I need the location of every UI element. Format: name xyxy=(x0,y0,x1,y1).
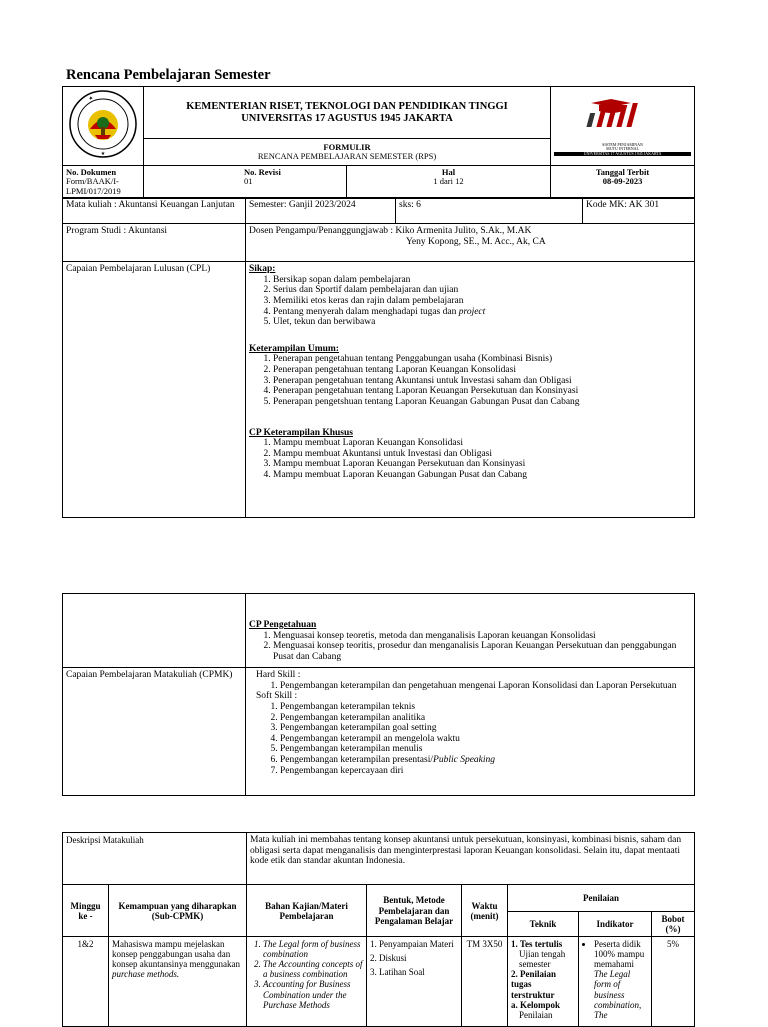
list-item: 2. Serius dan Sportif dalam pembelajaran dan ujian xyxy=(273,285,691,296)
cpmk-table xyxy=(62,593,695,796)
list-item: 3. Penerapan pengetahuan tentang Akuntansi untuk Investasi saham dan Obligasi xyxy=(273,376,691,387)
revision-label: No. Revisi xyxy=(244,166,281,177)
cpl-label: Capaian Pembelajaran Lulusan (CPL) xyxy=(63,262,246,518)
list-item: 1. Mampu membuat Laporan Keuangan Konsolidasi xyxy=(273,438,691,449)
col-indicator: Indikator xyxy=(579,912,652,937)
list-item: 4. Pengembangan keterampil an mengelola waktu xyxy=(280,734,691,745)
list-item: 1. Pengembangan keterampilan dan pengetahuan mengenai Laporan Konsolidasi dan Laporan Persekutuan xyxy=(280,681,691,692)
empty-label-cell xyxy=(63,594,246,668)
list-item: 3. Accounting for Business Combination under the Purchase Methods xyxy=(263,979,363,1009)
row-material xyxy=(247,937,367,1027)
row-technique xyxy=(508,937,579,1027)
header-institution xyxy=(144,87,551,139)
col-weight: Bobot (%) xyxy=(652,912,695,937)
soft-skill-title: Soft Skill : xyxy=(256,691,298,702)
issue-date-cell xyxy=(551,165,695,199)
form-label: FORMULIR xyxy=(323,141,371,152)
semester: Semester: Ganjil 2023/2024 xyxy=(246,198,396,224)
hard-skill-title: Hard Skill : xyxy=(256,670,301,680)
issue-date-value: 08-09-2023 xyxy=(602,176,643,187)
col-technique: Teknik xyxy=(508,912,579,937)
doc-number-label: No. Dokumen xyxy=(66,166,117,177)
list-item: 4. Penerapan pengetahuan tentang Laporan Keuangan Persekutuan dan Konsinyasi xyxy=(273,386,691,397)
page-label: Hal xyxy=(441,166,456,177)
list-item: 1. Menguasai konsep teoretis, metoda dan menganalisis Laporan keuangan Konsolidasi xyxy=(273,631,691,642)
sikap-title: Sikap: xyxy=(249,264,276,274)
list-item: 4. Pentang menyerah dalam menghadapi tugas dan project xyxy=(273,307,691,318)
doc-number-value: Form/BAAK/I-LPMI/017/2019 xyxy=(66,176,121,196)
svg-text:★: ★ xyxy=(87,94,95,103)
col-assessment: Penilaian xyxy=(508,885,695,912)
technique-item: a. Kelompok xyxy=(511,999,561,1010)
list-item: 2. Mampu membuat Akuntansi untuk Investasi dan Obligasi xyxy=(273,449,691,460)
list-item: 2. The Accounting concepts of a business combination xyxy=(263,959,363,979)
hard-skill-list xyxy=(256,681,691,692)
description-text: Mata kuliah ini membahas tentang konsep akuntansi untuk persekutuan, konsinyasi, kombinasi bisnis, saham dan obligasi serta dapat menganalisis dan menginterprestasi laporan Keuangan konsolidasi. Selain itu, dapat mentaati kode etik dan standar akuntan Indonesia. xyxy=(247,833,695,885)
university-name: UNIVERSITAS 17 AGUSTUS 1945 JAKARTA xyxy=(241,112,453,124)
list-item: 1. Penerapan pengetahuan tentang Penggabungan usaha (Kombinasi Bisnis) xyxy=(273,354,691,365)
row-ability: Mahasiswa mampu mejelaskan konsep penggabungan usaha dan konsep akuntansinya menggunakan purchase methods. xyxy=(109,937,247,1027)
study-program: Program Studi : Akuntansi xyxy=(63,224,246,262)
method-item: 1. Penyampaian Materi xyxy=(370,939,454,950)
header-table xyxy=(62,86,695,199)
ministry-name: KEMENTERIAN RISET, TEKNOLOGI DAN PENDIDIKAN TINGGI xyxy=(186,100,508,112)
technique-item: 2. Penilaian tugas terstruktur xyxy=(511,969,557,1000)
technique-sub: Penilaian xyxy=(519,1009,553,1020)
col-method: Bentuk, Metode Pembelajaran dan Pengalaman Belajar xyxy=(367,885,462,937)
method-item: 3. Latihan Soal xyxy=(370,967,425,978)
list-item: 1. Pengembangan keterampilan teknis xyxy=(280,702,691,713)
page-title: Rencana Pembelajaran Semester xyxy=(66,67,271,83)
technique-sub: Ujian tengah semester xyxy=(519,949,566,970)
method-item: 2. Diskusi xyxy=(370,953,407,964)
university-logo-cell xyxy=(63,87,144,166)
cp-pengetahuan-title: CP Pengetahuan xyxy=(249,620,317,630)
form-name: RENCANA PEMBELAJARAN SEMESTER (RPS) xyxy=(257,151,437,162)
row-weight: 5% xyxy=(652,937,695,1027)
col-ability: Kemampuan yang diharapkan (Sub-CPMK) xyxy=(109,885,247,937)
list-item: 2. Menguasai konsep teoritis, prosedur dan menganalisis Laporan Keuangan Persekutuan dan penggabungan Pusat dan Cabang xyxy=(273,641,691,662)
technique-item: 1. Tes tertulis xyxy=(511,939,563,950)
spmi-line3: UNIVERSITAS 17 AGUSTUS 1945 JAKARTA xyxy=(554,152,691,156)
umum-list xyxy=(249,354,691,407)
spmi-line2: MUTU INTERNAL xyxy=(606,146,639,152)
list-item: 3. Pengembangan keterampilan goal setting xyxy=(280,723,691,734)
list-item: 1. Bersikap sopan dalam pembelajaran xyxy=(273,275,691,286)
spmi-logo-icon xyxy=(581,95,665,139)
spmi-line1: SISTEM PENJAMINAN xyxy=(602,142,643,148)
list-item: 3. Mampu membuat Laporan Keuangan Persekutuan dan Konsinyasi xyxy=(273,459,691,470)
list-item: 4. Mampu membuat Laporan Keuangan Gabungan Pusat dan Cabang xyxy=(273,470,691,481)
list-item: 3. Memiliki etos keras dan rajin dalam pembelajaran xyxy=(273,296,691,307)
page-cell xyxy=(347,165,551,199)
spmi-logo-cell xyxy=(551,87,695,166)
svg-text:★: ★ xyxy=(100,151,106,157)
col-material: Bahan Kajian/Materi Pembelajaran xyxy=(247,885,367,937)
khusus-list xyxy=(249,438,691,481)
col-time: Waktu (menit) xyxy=(462,885,508,937)
revision-cell xyxy=(144,165,347,199)
lecturer-line1: Dosen Pengampu/Penanggungjawab : Kiko Armenita Julito, S.Ak., M.AK xyxy=(249,226,532,236)
row-week: 1&2 xyxy=(63,937,109,1027)
row-method xyxy=(367,937,462,1027)
umum-title: Keterampilan Umum: xyxy=(249,343,339,354)
list-item: 2. Penerapan pengetahuan tentang Laporan Keuangan Konsolidasi xyxy=(273,365,691,376)
row-indicator: • Peserta didik 100% mampu memahami The Legal form of business combination, The xyxy=(579,937,652,1027)
description-label: Deskripsi Matakuliah xyxy=(63,833,247,885)
soft-skill-list xyxy=(256,702,691,776)
doc-number-cell xyxy=(63,165,144,199)
course-name: Mata kuliah : Akuntansi Keuangan Lanjutan xyxy=(63,198,246,224)
list-item: 5. Pengembangan keterampilan menulis xyxy=(280,744,691,755)
cpmk-content xyxy=(246,668,695,796)
lecturer-cell xyxy=(246,224,695,262)
list-item: 1. The Legal form of business combination xyxy=(263,939,363,959)
list-item: 6. Pengembangan keterampilan presentasi/Public Speaking xyxy=(280,755,691,766)
sks: sks: 6 xyxy=(396,198,583,224)
table-row xyxy=(63,937,695,1027)
university-seal-icon xyxy=(68,89,138,159)
lecturer-line2: Yeny Kopong, SE., M. Acc., Ak, CA xyxy=(406,236,546,247)
cpmk-label: Capaian Pembelajaran Matakuliah (CPMK) xyxy=(63,668,246,796)
form-title-cell xyxy=(144,139,551,165)
cp-pengetahuan-cell xyxy=(246,594,695,668)
course-code: Kode MK: AK 301 xyxy=(583,198,695,224)
cpl-content xyxy=(246,262,695,518)
col-week: Minggu ke - xyxy=(63,885,109,937)
row-time: TM 3X50 xyxy=(462,937,508,1027)
issue-date-label: Tanggal Terbit xyxy=(595,166,650,177)
list-item: 7. Pengembangan kepercayaan diri xyxy=(280,766,691,777)
list-item: 2. Pengembangan keterampilan analitika xyxy=(280,713,691,724)
course-table xyxy=(62,197,695,518)
revision-value: 01 xyxy=(244,176,253,187)
cp-pengetahuan-list xyxy=(249,631,691,663)
schedule-table xyxy=(62,832,695,1027)
page-value: 1 dari 12 xyxy=(433,176,464,187)
sikap-list xyxy=(249,275,691,328)
khusus-title: CP Keterampilan Khusus xyxy=(249,427,353,438)
list-item: 5. Penerapan pengetshuan tentang Laporan Keuangan Gabungan Pusat dan Cabang xyxy=(273,397,691,408)
list-item: 5. Ulet, tekun dan berwibawa xyxy=(273,317,691,328)
